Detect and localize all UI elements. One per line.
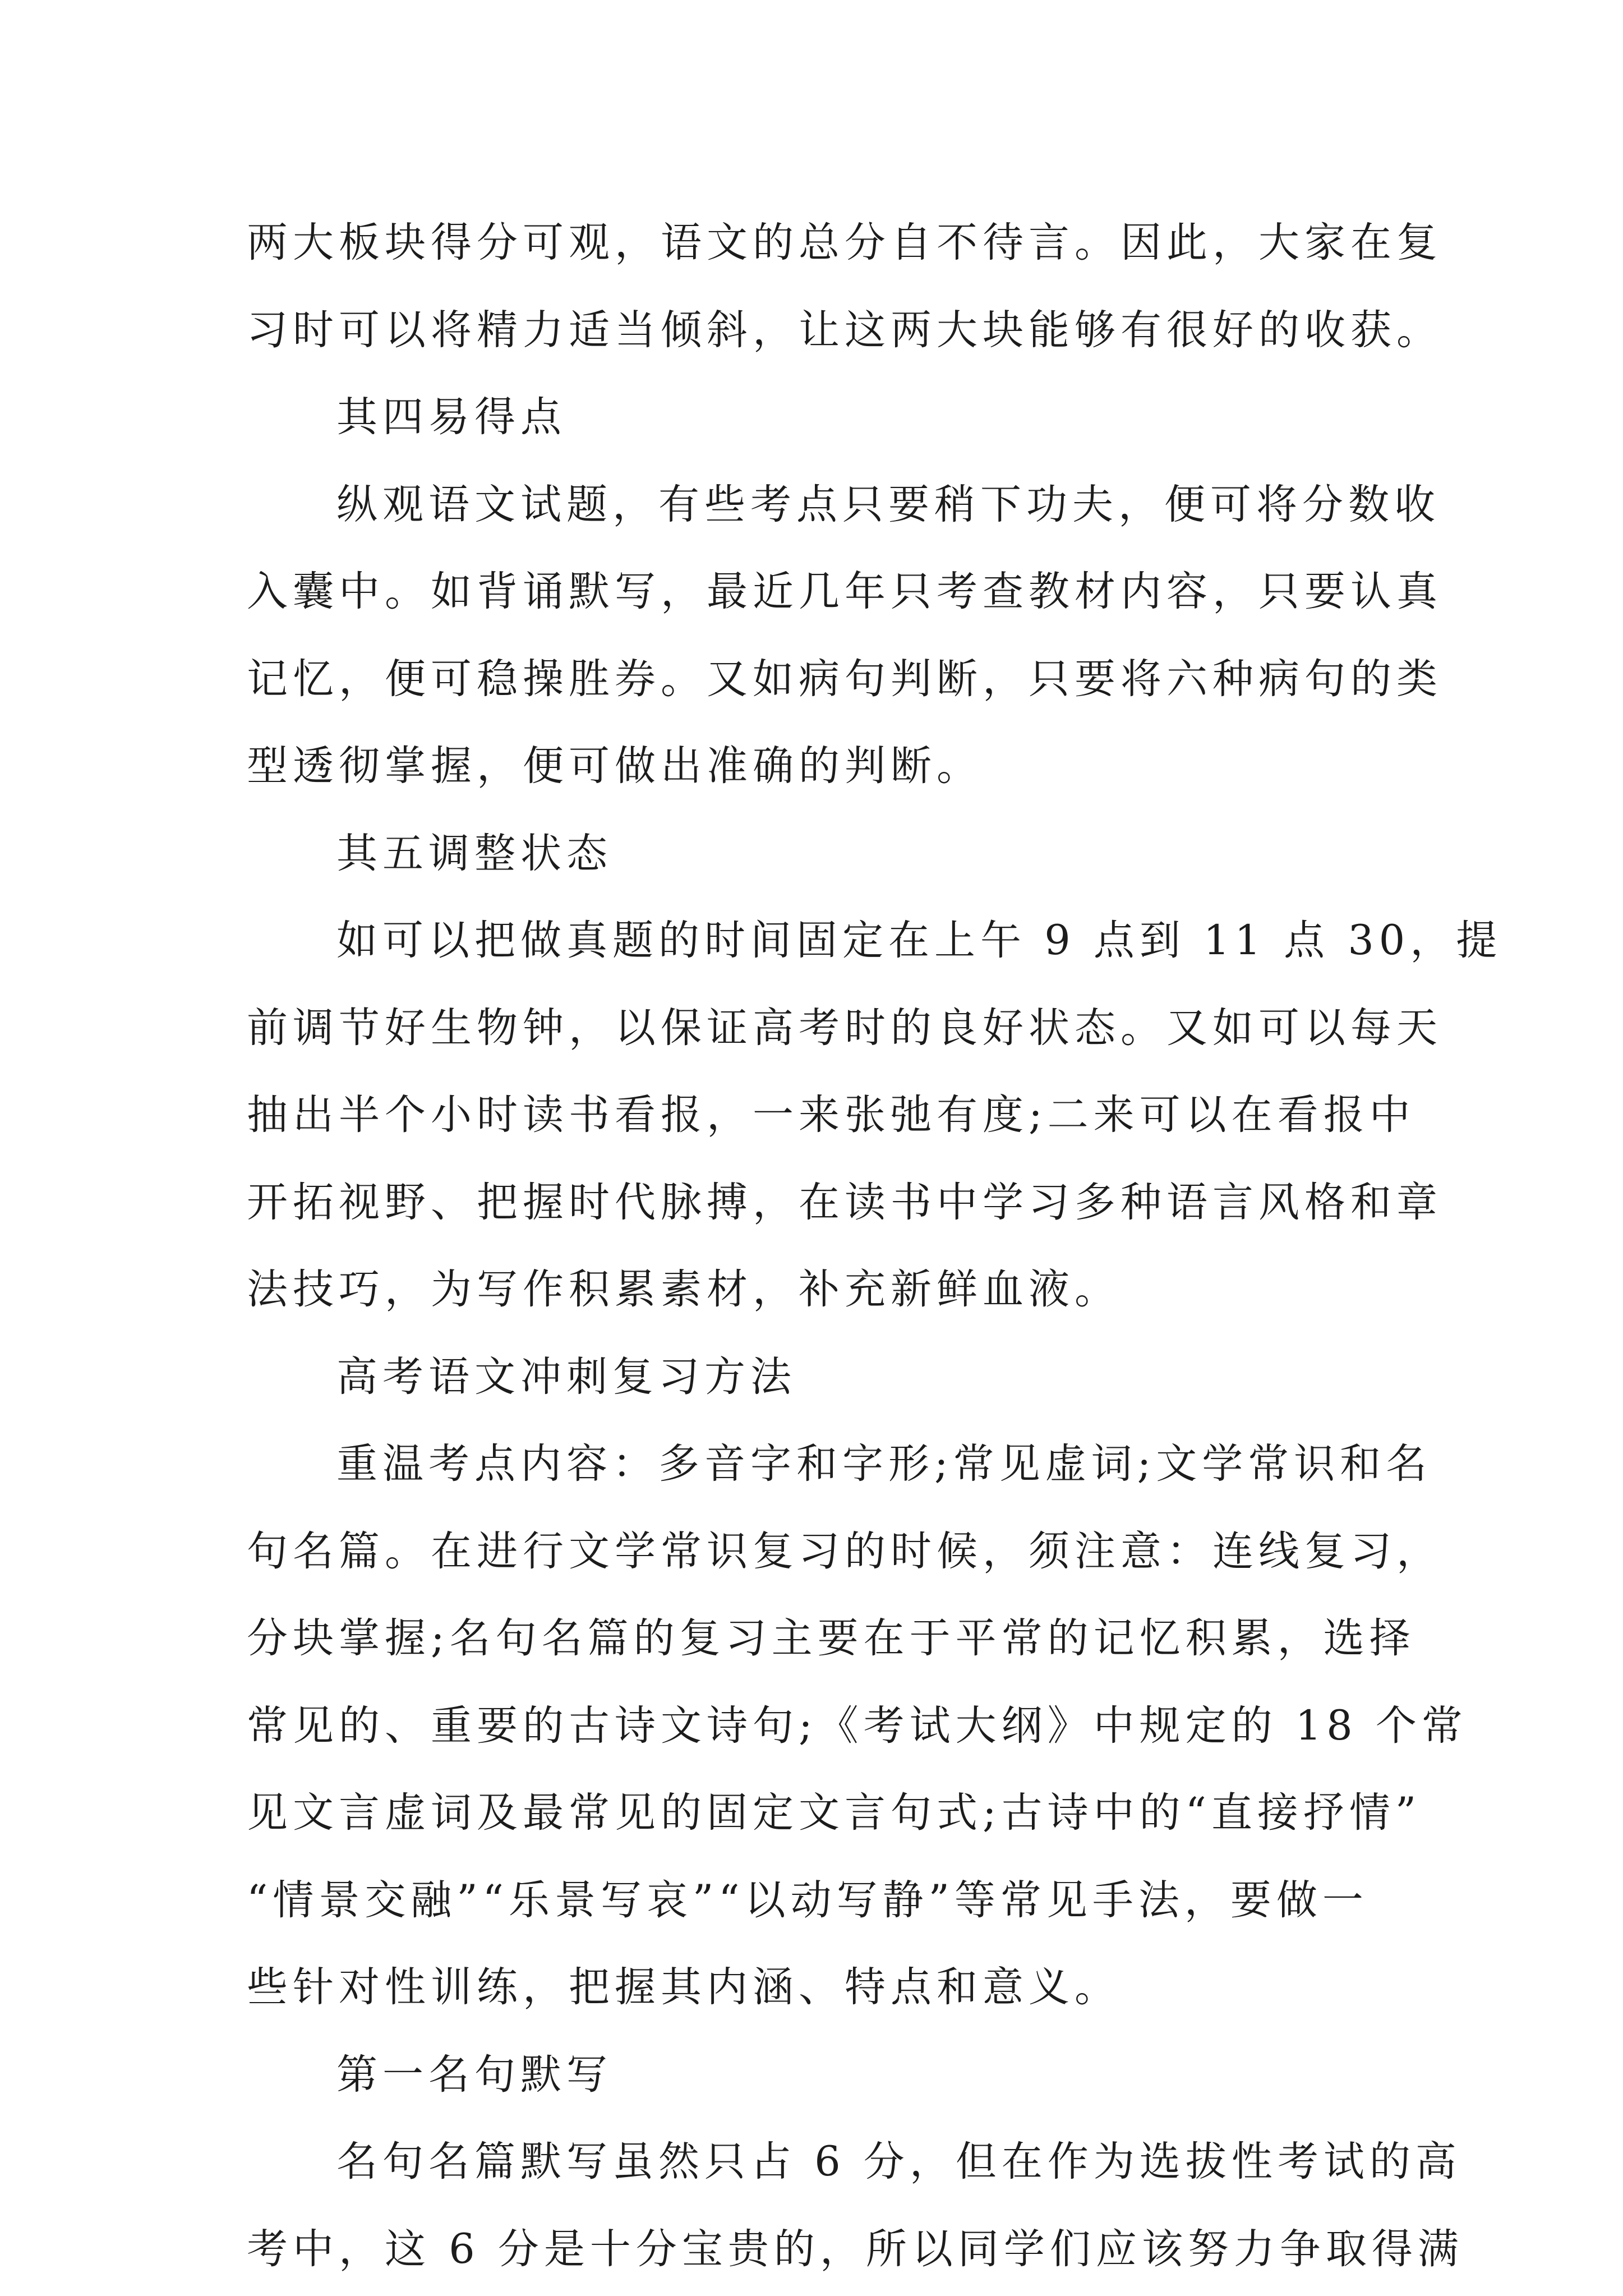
text-line: 两大板块得分可观，语文的总分自不待言。因此，大家在复 [247,219,1442,266]
text-line: 如可以把做真题的时间固定在上午 9 点到 11 点 30，提 [336,917,1502,964]
text-line: 分块掌握;名句名篇的复习主要在于平常的记忆积累，选择 [247,1614,1415,1662]
text-line: 些针对性训练，把握其内涵、特点和意义。 [247,1963,1121,2011]
text-line: 纵观语文试题，有些考点只要稍下功夫，便可将分数收 [336,480,1440,528]
text-line: 开拓视野、把握时代脉搏，在读书中学习多种语言风格和章 [247,1178,1442,1226]
text-line: 习时可以将精力适当倾斜，让这两大块能够有很好的收获。 [247,306,1442,354]
text-line: 抽出半个小时读书看报，一来张弛有度;二来可以在看报中 [247,1091,1415,1139]
text-line: 见文言虚词及最常见的固定文言句式;古诗中的“直接抒情” [247,1789,1422,1837]
text-line: 法技巧，为写作积累素材，补充新鲜血液。 [247,1266,1121,1313]
body-text [247,199,1502,2293]
text-line: 前调节好生物钟，以保证高考时的良好状态。又如可以每天 [247,1004,1442,1052]
text-line: 入囊中。如背诵默写，最近几年只考查教材内容，只要认真 [247,568,1442,615]
section-heading: 第一名句默写 [336,2050,612,2099]
section-heading: 高考语文冲刺复习方法 [336,1352,796,1401]
text-line: 重温考点内容：多音字和字形;常见虚词;文学常识和名 [336,1440,1432,1488]
text-line: 句名篇。在进行文学常识复习的时候，须注意：连线复习， [247,1527,1442,1575]
text-line: 常见的、重要的古诗文诗句;《考试大纲》中规定的 18 个常 [247,1701,1468,1750]
text-line: 名句名篇默写虽然只占 6 分，但在作为选拔性考试的高 [336,2138,1461,2185]
text-line: 考中，这 6 分是十分宝贵的，所以同学们应该努力争取得满 [247,2225,1464,2273]
text-line: “情景交融”“乐景写哀”“以动写静”等常见手法，要做一 [247,1876,1368,1924]
text-line: 型透彻掌握，便可做出准确的判断。 [247,742,983,790]
section-heading: 其四易得点 [336,393,566,441]
text-line: 记忆，便可稳操胜券。又如病句判断，只要将六种病句的类 [247,655,1442,703]
section-heading: 其五调整状态 [336,829,612,877]
